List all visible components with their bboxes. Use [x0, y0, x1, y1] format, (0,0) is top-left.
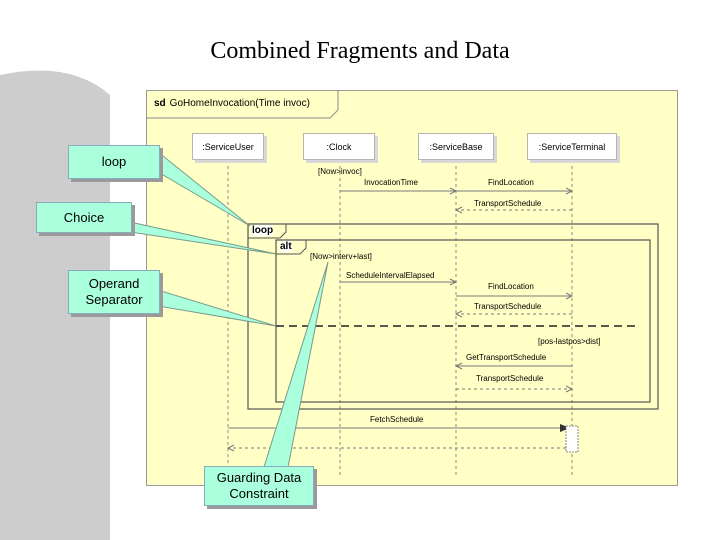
alt-fragment-label: alt: [280, 241, 292, 252]
callout-operand-line1: Operand: [88, 276, 140, 292]
lifeline-service-terminal: :ServiceTerminal: [527, 133, 617, 160]
callout-operand-separator: [68, 270, 160, 314]
callout-loop: loop: [68, 145, 160, 179]
guard-now-interv: [Now>interv+last]: [310, 252, 372, 261]
message-find-location-2: FindLocation: [488, 282, 534, 291]
message-transport-schedule-3: TransportSchedule: [476, 374, 544, 383]
sd-keyword: sd: [154, 98, 166, 109]
lifeline-service-base: :ServiceBase: [418, 133, 494, 160]
message-fetch-schedule: FetchSchedule: [370, 415, 424, 424]
message-schedule-interval-elapsed: ScheduleIntervalElapsed: [346, 271, 435, 280]
lifeline-clock: :Clock: [303, 133, 375, 160]
message-invocation-time: InvocationTime: [364, 178, 418, 187]
callout-guarding-data-constraint: [204, 466, 314, 506]
lifeline-service-user: :ServiceUser: [192, 133, 264, 160]
callout-operand-line2: Separator: [85, 292, 143, 307]
loop-fragment-label: loop: [252, 225, 274, 236]
sd-label: [146, 90, 318, 118]
slide-title: Combined Fragments and Data: [210, 38, 510, 64]
callout-guarding-line2: Constraint: [229, 486, 289, 501]
message-transport-schedule: TransportSchedule: [474, 199, 542, 208]
guard-now-invoc: [Now>invoc]: [318, 167, 362, 176]
guard-pos-dist: [pos-lastpos>dist]: [538, 337, 601, 346]
sd-name: GoHomeInvocation(Time invoc): [169, 98, 310, 109]
message-get-transport-schedule: GetTransportSchedule: [466, 353, 547, 362]
message-find-location: FindLocation: [488, 178, 534, 187]
callout-guarding-line1: Guarding Data: [216, 470, 302, 486]
callout-choice: Choice: [36, 202, 132, 233]
message-transport-schedule-2: TransportSchedule: [474, 302, 542, 311]
